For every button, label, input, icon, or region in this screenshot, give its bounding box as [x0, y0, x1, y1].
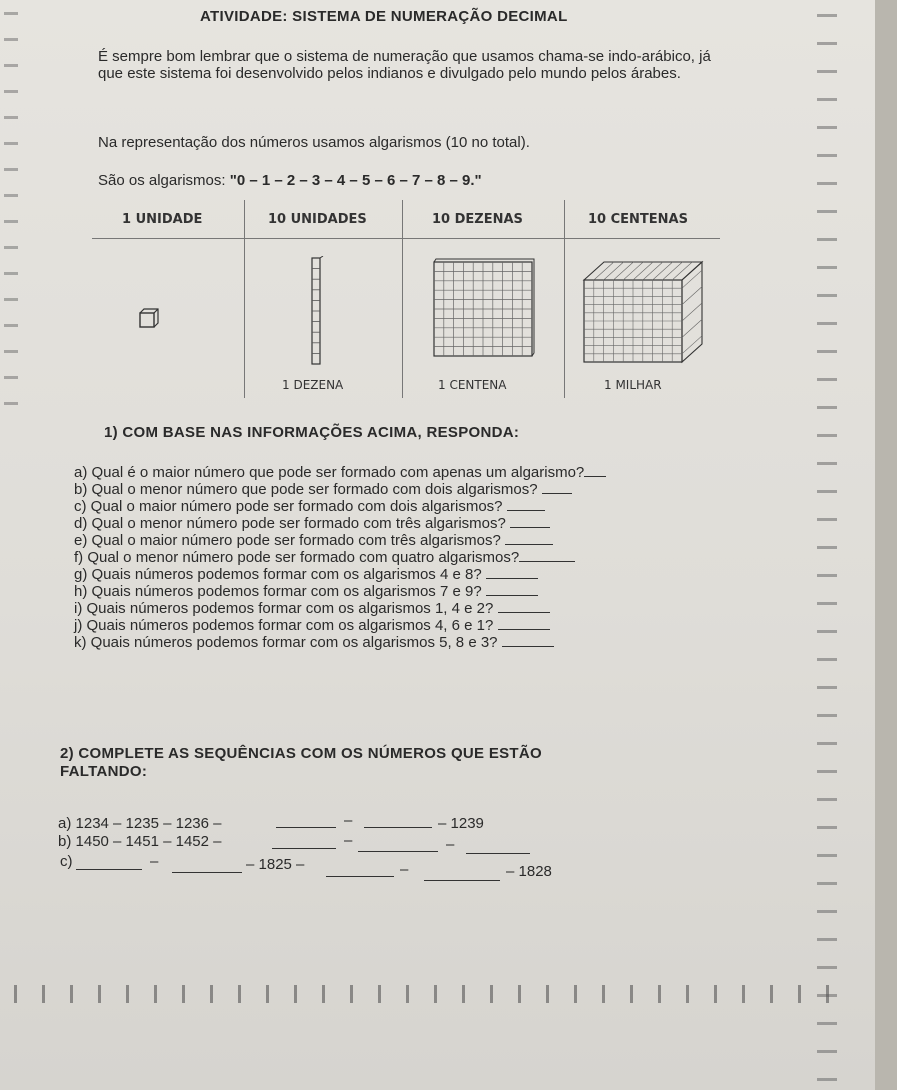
answer-blank[interactable] [498, 617, 550, 630]
table-column-divider [564, 200, 565, 398]
spiral-binding-left [4, 0, 18, 420]
sequence-c-blank-1[interactable] [76, 869, 142, 870]
question-text: d) Qual o menor número pode ser formado com três algarismos? [74, 515, 506, 532]
thousand-cube-icon [582, 260, 704, 364]
table-column-divider [244, 200, 245, 398]
answer-blank[interactable] [519, 549, 575, 562]
sequence-b-dash: – [344, 832, 353, 849]
sequence-b-blank-3[interactable] [466, 853, 530, 854]
answer-blank[interactable] [502, 634, 554, 647]
question-text: a) Qual é o maior número que pode ser formado com apenas um algarismo? [74, 464, 585, 481]
section-1-title: 1) COM BASE NAS INFORMAÇÕES ACIMA, RESPONDA: [104, 424, 520, 441]
answer-blank[interactable] [486, 566, 538, 579]
sequence-c-mid: – 1825 – [246, 856, 305, 873]
question-f [74, 549, 575, 566]
section-2-title: 2) COMPLETE AS SEQUÊNCIAS COM OS NÚMEROS QUE ESTÃO [60, 745, 542, 762]
sequence-b-start: b) 1450 – 1451 – 1452 – [58, 833, 222, 850]
intro-paragraph: É sempre bom lembrar que o sistema de numeração que usamos chama-se indo-arábico, já que este sistema foi desenvolvido pelos indianos e divulgado pelo mundo pelos árabes. [98, 48, 711, 82]
question-k [74, 634, 554, 651]
caption-1-dezena: 1 DEZENA [282, 378, 344, 392]
digits-label: São os algarismos: [98, 172, 230, 189]
question-text: j) Quais números podemos formar com os algarismos 4, 6 e 1? [74, 617, 494, 634]
sequence-c-blank-4[interactable] [424, 880, 500, 881]
question-text: g) Quais números podemos formar com os algarismos 4 e 8? [74, 566, 482, 583]
question-text: b) Qual o menor número que pode ser formado com dois algarismos? [74, 481, 538, 498]
sequence-a-blank-1[interactable] [276, 827, 336, 828]
caption-1-centena: 1 CENTENA [438, 378, 507, 392]
answer-blank[interactable] [507, 498, 545, 511]
spiral-binding-right [817, 0, 837, 1090]
hundred-flat-icon [432, 258, 536, 358]
sequence-b-blank-1[interactable] [272, 848, 336, 849]
sequence-a-end: – 1239 [438, 815, 484, 832]
table-header-divider [92, 238, 720, 239]
answer-blank[interactable] [542, 481, 572, 494]
answer-blank[interactable] [584, 464, 606, 477]
spiral-binding-bottom [0, 985, 840, 1003]
question-c [74, 498, 545, 515]
sequence-c-end: – 1828 [506, 863, 552, 880]
question-a [74, 464, 606, 481]
answer-blank[interactable] [498, 600, 550, 613]
question-text: k) Quais números podemos formar com os algarismos 5, 8 e 3? [74, 634, 498, 651]
table-column-divider [402, 200, 403, 398]
sequence-a-start: a) 1234 – 1235 – 1236 – [58, 815, 222, 832]
question-b [74, 481, 572, 498]
sequence-a-dash: – [344, 812, 353, 829]
page-edge [875, 0, 897, 1090]
base-ten-table [92, 200, 722, 400]
header-10-centenas: 10 CENTENAS [588, 212, 688, 227]
caption-1-milhar: 1 MILHAR [604, 378, 662, 392]
question-h [74, 583, 538, 600]
header-10-unidades: 10 UNIDADES [268, 212, 367, 227]
digits-values: "0 – 1 – 2 – 3 – 4 – 5 – 6 – 7 – 8 – 9." [229, 172, 482, 189]
sequence-c-dash: – [150, 853, 159, 870]
sequence-a-blank-2[interactable] [364, 827, 432, 828]
question-text: f) Qual o menor número pode ser formado com quatro algarismos? [74, 549, 520, 566]
question-j [74, 617, 550, 634]
unit-cube-icon [139, 308, 159, 328]
question-text: c) Qual o maior número pode ser formado com dois algarismos? [74, 498, 503, 515]
answer-blank[interactable] [505, 532, 553, 545]
question-e [74, 532, 553, 549]
page-title: ATIVIDADE: SISTEMA DE NUMERAÇÃO DECIMAL [200, 8, 568, 25]
question-text: i) Quais números podemos formar com os algarismos 1, 4 e 2? [74, 600, 494, 617]
section-2-title-cont: FALTANDO: [60, 763, 148, 780]
answer-blank[interactable] [510, 515, 550, 528]
sequence-b-dash-2: – [446, 836, 455, 853]
sequence-c-blank-3[interactable] [326, 876, 394, 877]
question-i [74, 600, 550, 617]
sequence-b-blank-2[interactable] [358, 851, 438, 852]
header-10-dezenas: 10 DEZENAS [432, 212, 523, 227]
sequence-c-dash-2: – [400, 861, 409, 878]
intro-digits-count: Na representação dos números usamos algarismos (10 no total). [98, 134, 530, 151]
intro-digits-list [98, 172, 482, 189]
sequence-c-blank-2[interactable] [172, 872, 242, 873]
question-d [74, 515, 550, 532]
ten-rod-icon [308, 256, 324, 366]
answer-blank[interactable] [486, 583, 538, 596]
question-g [74, 566, 538, 583]
question-text: h) Quais números podemos formar com os algarismos 7 e 9? [74, 583, 482, 600]
sequence-c-label: c) [60, 853, 73, 870]
question-text: e) Qual o maior número pode ser formado com três algarismos? [74, 532, 501, 549]
header-1-unidade: 1 UNIDADE [122, 212, 203, 227]
